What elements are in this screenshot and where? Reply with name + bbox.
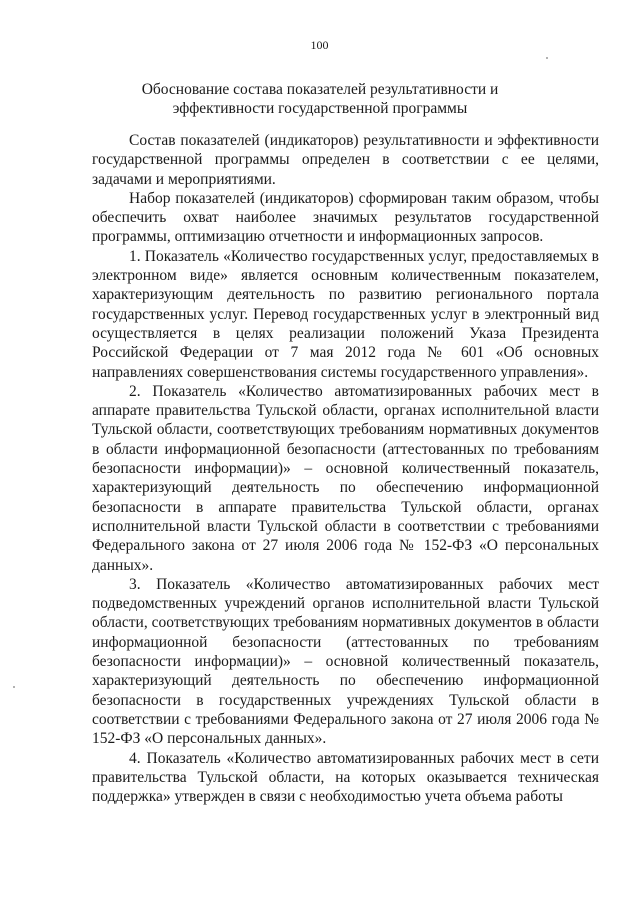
paragraph-indicator-1: 1. Показатель «Количество государственных услуг, предоставляемых в электронном виде» является основным количественным показателем, характеризующим деятельность по развитию регионального портала государственных услуг. Перевод государственных услуг в электронный вид осуществляется в целях реализации положений Указа Президента Российской Федерации от 7 мая 2012 года № 601 «Об основных направлениях совершенствования системы государственного управления». [92, 247, 599, 381]
page-number: 100 [310, 38, 329, 52]
title-line-1: Обоснование состава показателей результативности и [141, 81, 499, 98]
paragraph-indicator-set: Набор показателей (индикаторов) сформирован таким образом, чтобы обеспечить охват наиболее значимых результатов государственной программы, оптимизацию отчетности и информационных запросов. [92, 189, 599, 246]
body-text [92, 131, 599, 806]
paragraph-indicator-2: 2. Показатель «Количество автоматизированных рабочих мест в аппарате правительства Тульской области, органах исполнительной власти Тульской области, соответствующих требованиям нормативных документов в области информационной безопасности (аттестованных по требованиям безопасности информации)» – основной количественный показатель, характеризующий деятельность по обеспечению информационной безопасности в аппарате правительства Тульской области, органах исполнительной власти Тульской области в соответствии с требованиями Федерального закона от 27 июля 2006 года № 152-ФЗ «О персональных данных». [92, 382, 599, 574]
document-title [60, 80, 580, 118]
scan-speck [546, 57, 548, 59]
title-line-2: эффективности государственной программы [172, 100, 468, 117]
scan-speck [13, 686, 15, 688]
paragraph-composition: Состав показателей (индикаторов) результативности и эффективности государственной программы определен в соответствии с ее целями, задачами и мероприятиями. [92, 132, 599, 188]
paragraph-indicator-4: 4. Показатель «Количество автоматизированных рабочих мест в сети правительства Тульской области, на которых оказывается техническая поддержка» утвержден в связи с необходимостью учета объема работы [92, 749, 599, 806]
paragraph-indicator-3: 3. Показатель «Количество автоматизированных рабочих мест подведомственных учреждений органов исполнительной власти Тульской области, соответствующих требованиям нормативных документов в области информационной безопасности (аттестованных по требованиям безопасности информации)» – основной количественный показатель, характеризующий деятельность по обеспечению информационной безопасности в государственных учреждениях Тульской области в соответствии с требованиями Федерального закона от 27 июля 2006 года № 152-ФЗ «О персональных данных». [92, 575, 599, 748]
